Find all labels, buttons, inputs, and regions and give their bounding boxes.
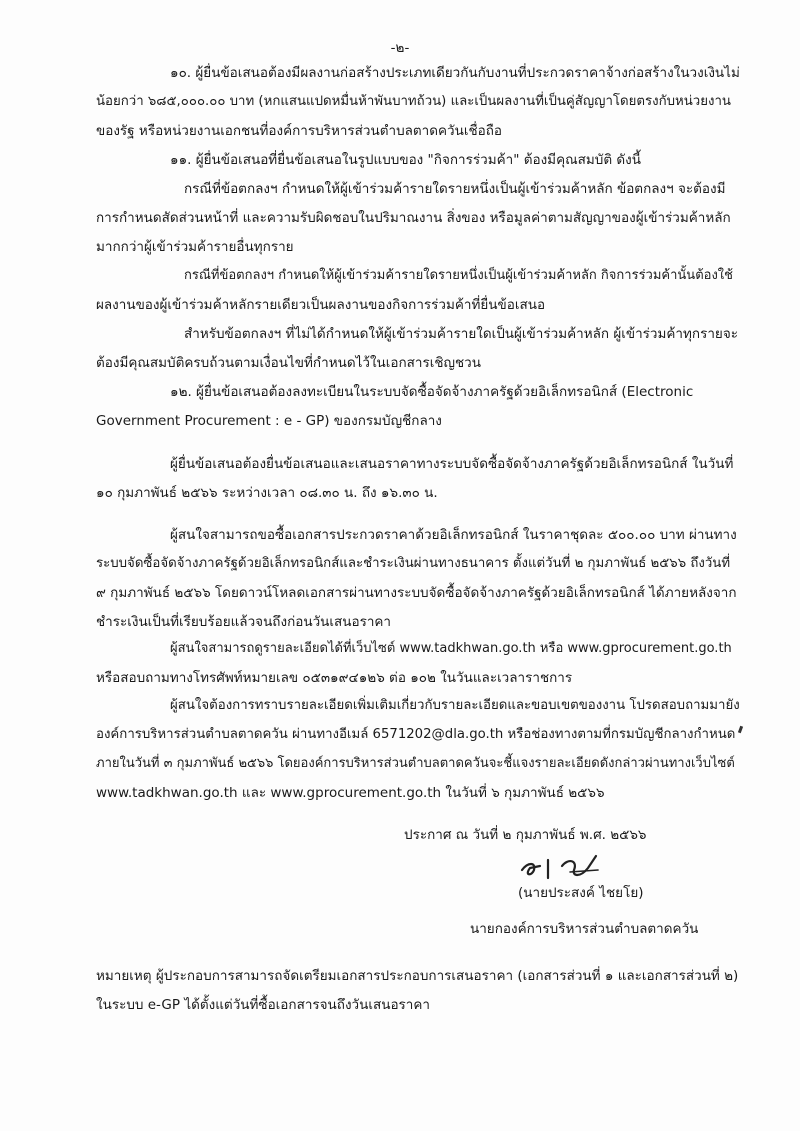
clause-11-case-1-line-2: การกำหนดสัดส่วนหน้าที่ และความรับผิดชอบในปริมาณงาน สิ่งของ หรือมูลค่าตามสัญญาของผู้เข้าร่วมค้าหลัก [96, 210, 731, 226]
clause-12-line-1: ๑๒. ผู้ยื่นข้อเสนอต้องลงทะเบียนในระบบจัดซื้อจัดจ้างภาครัฐด้วยอิเล็กทรอนิกส์ (Electronic [170, 384, 694, 400]
inquiry-line-3: ภายในวันที่ ๓ กุมภาพันธ์ ๒๕๖๖ โดยองค์การบริหารส่วนตำบลตาดควันจะชี้แจงรายละเอียดดังกล่าวผ่านทางเว็บไซต์ [96, 756, 735, 771]
purchase-line-3: ๙ กุมภาพันธ์ ๒๕๖๖ โดยดาวน์โหลดเอกสารผ่านทางระบบจัดซื้อจัดจ้างภาครัฐด้วยอิเล็กทรอนิกส์ ได้ภายหลังจาก [96, 585, 737, 601]
clause-11-case-2-line-1: กรณีที่ข้อตกลงฯ กำหนดให้ผู้เข้าร่วมค้ารายใดรายหนึ่งเป็นผู้เข้าร่วมค้าหลัก กิจการร่วมค้านั้นต้องใช้ [184, 268, 733, 283]
clause-10-line-2: น้อยกว่า ๖๘๕,๐๐๐.๐๐ บาท (หกแสนแปดหมื่นห้าพันบาทถ้วน) และเป็นผลงานที่เป็นคู่สัญญาโดยตรงกับหน่วยงาน [96, 94, 731, 109]
clause-11-case-3-line-2: ต้องมีคุณสมบัติครบถ้วนตามเงื่อนไขที่กำหนดไว้ในเอกสารเชิญชวน [96, 355, 481, 371]
clause-10-line-1: ๑๐. ผู้ยื่นข้อเสนอต้องมีผลงานก่อสร้างประเภทเดียวกันกับงานที่ประกวดราคาจ้างก่อสร้างในวงเงินไม่ [170, 65, 740, 81]
website-line-1: ผู้สนใจสามารถดูรายละเอียดได้ที่เว็บไซต์ www.tadkhwan.go.th หรือ www.gprocurement.go.th [170, 641, 732, 656]
clause-11-case-2-line-2: ผลงานของผู้เข้าร่วมค้าหลักรายเดียวเป็นผลงานของกิจการร่วมค้าที่ยื่นข้อเสนอ [96, 297, 546, 313]
announcement-date: ประกาศ ณ วันที่ ๒ กุมภาพันธ์ พ.ศ. ๒๕๖๖ [404, 827, 647, 843]
page-number: -๒- [390, 40, 410, 56]
clause-11-case-1-line-3: มากกว่าผู้เข้าร่วมค้ารายอื่นทุกราย [96, 239, 294, 255]
clause-11-case-1-line-1: กรณีที่ข้อตกลงฯ กำหนดให้ผู้เข้าร่วมค้ารายใดรายหนึ่งเป็นผู้เข้าร่วมค้าหลัก ข้อตกลงฯ จะต้องมี [184, 181, 726, 197]
clause-10-line-3: ของรัฐ หรือหน่วยงานเอกชนที่องค์การบริหารส่วนตำบลตาดควันเชื่อถือ [96, 123, 503, 139]
remark-line-2: ในระบบ e-GP ได้ตั้งแต่วันที่ซื้อเอกสารจนถึงวันเสนอราคา [96, 997, 430, 1013]
purchase-line-1: ผู้สนใจสามารถขอซื้อเอกสารประกวดราคาด้วยอิเล็กทรอนิกส์ ในราคาชุดละ ๕๐๐.๐๐ บาท ผ่านทาง [170, 527, 737, 543]
purchase-line-4: ชำระเงินเป็นที่เรียบร้อยแล้วจนถึงก่อนวันเสนอราคา [96, 614, 392, 630]
clause-11-case-3-line-1: สำหรับข้อตกลงฯ ที่ไม่ได้กำหนดให้ผู้เข้าร่วมค้ารายใดเป็นผู้เข้าร่วมค้าหลัก ผู้เข้าร่วมค้าทุกรายจะ [184, 326, 738, 342]
clause-12-line-2: Government Procurement : e - GP) ของกรมบัญชีกลาง [96, 413, 442, 429]
signer-name: (นายประสงค์ ไชยโย) [518, 885, 644, 901]
submission-line-2: ๑๐ กุมภาพันธ์ ๒๕๖๖ ระหว่างเวลา ๐๘.๓๐ น. ถึง ๑๖.๓๐ น. [96, 485, 438, 501]
signature-scribble-icon [514, 848, 624, 884]
submission-line-1: ผู้ยื่นข้อเสนอต้องยื่นข้อเสนอและเสนอราคาทางระบบจัดซื้อจัดจ้างภาครัฐด้วยอิเล็กทรอนิกส์ ในวันที่ [170, 456, 734, 472]
signature [514, 848, 624, 884]
inquiry-line-4: www.tadkhwan.go.th และ www.gprocurement.go.th ในวันที่ ๖ กุมภาพันธ์ ๒๕๖๖ [96, 785, 605, 801]
inquiry-line-1: ผู้สนใจต้องการทราบรายละเอียดเพิ่มเติมเกี่ยวกับรายละเอียดและขอบเขตของงาน โปรดสอบถามมายัง [170, 698, 740, 713]
inquiry-line-2: องค์การบริหารส่วนตำบลตาดควัน ผ่านทางอีเมล์ 6571202@dla.go.th หรือช่องทางตามที่กรมบัญชีกลางกำหนด [96, 727, 736, 742]
purchase-line-2: ระบบจัดซื้อจัดจ้างภาครัฐด้วยอิเล็กทรอนิกส์และชำระเงินผ่านทางธนาคาร ตั้งแต่วันที่ ๒ กุมภาพันธ์ ๒๕๖๖ ถึงวันที่ [96, 556, 731, 571]
ink-mark [738, 726, 743, 734]
remark-line-1: หมายเหตุ ผู้ประกอบการสามารถจัดเตรียมเอกสารประกอบการเสนอราคา (เอกสารส่วนที่ ๑ และเอกสารส่วนที่ ๒) [96, 968, 739, 984]
website-line-2: หรือสอบถามทางโทรศัพท์หมายเลข ๐๕๓๑๙๔๑๒๖ ต่อ ๑๐๒ ในวันและเวลาราชการ [96, 670, 573, 686]
clause-11-heading: ๑๑. ผู้ยื่นข้อเสนอที่ยื่นข้อเสนอในรูปแบบของ "กิจการร่วมค้า" ต้องมีคุณสมบัติ ดังนี้ [170, 152, 641, 168]
signer-position: นายกองค์การบริหารส่วนตำบลตาดควัน [470, 921, 699, 937]
